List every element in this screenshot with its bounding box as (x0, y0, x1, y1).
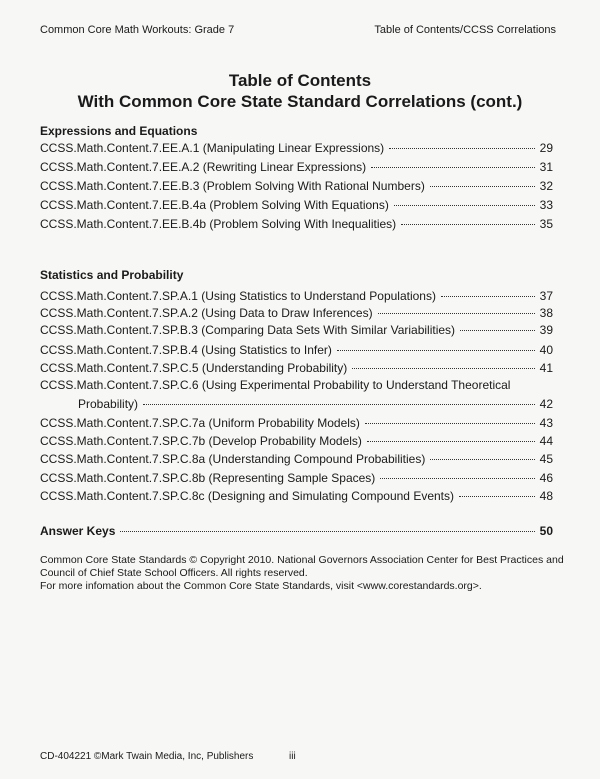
dot-leader (460, 330, 535, 331)
toc-entry-label: CCSS.Math.Content.7.SP.C.7a (Uniform Probability Models) (40, 416, 360, 430)
toc-entry-page: 29 (539, 141, 553, 155)
toc-entry-page: 33 (539, 198, 553, 212)
toc-entry (40, 289, 553, 304)
dot-leader (380, 478, 534, 479)
dot-leader (441, 296, 535, 297)
dot-leader (367, 441, 535, 442)
dot-leader (389, 148, 534, 149)
dot-leader (401, 224, 534, 225)
toc-entry-label: CCSS.Math.Content.7.EE.B.3 (Problem Solving With Rational Numbers) (40, 179, 425, 193)
toc-entry-page: 39 (539, 323, 553, 337)
dot-leader (430, 186, 535, 187)
toc-entry-label: CCSS.Math.Content.7.SP.A.1 (Using Statistics to Understand Populations) (40, 289, 436, 303)
toc-entry-page: 45 (539, 452, 553, 466)
toc-entry (40, 160, 553, 175)
toc-entry-label: CCSS.Math.Content.7.SP.C.6 (Using Experimental Probability to Understand Theoretical (40, 378, 511, 392)
page-subtitle: With Common Core State Standard Correlations (cont.) (77, 92, 523, 111)
toc-entry (40, 434, 553, 449)
dot-leader (143, 404, 535, 405)
toc-entry-label: CCSS.Math.Content.7.SP.B.4 (Using Statistics to Infer) (40, 343, 332, 357)
page-number: iii (289, 751, 296, 762)
dot-leader (337, 350, 535, 351)
section-heading-expressions: Expressions and Equations (40, 124, 198, 138)
copyright-line: Council of Chief State School Officers. All rights reserved. (40, 567, 308, 579)
toc-entry (78, 397, 553, 412)
toc-entry-label: Answer Keys (40, 524, 116, 538)
dot-leader (378, 313, 535, 314)
toc-entry-page: 41 (539, 361, 553, 375)
toc-entry (40, 416, 553, 431)
running-header-left: Common Core Math Workouts: Grade 7 (40, 24, 235, 36)
toc-entry (40, 452, 553, 467)
footer-publisher: CD-404221 ©Mark Twain Media, Inc, Publishers (40, 751, 254, 762)
copyright-line: For more infomation about the Common Core State Standards, visit <www.corestandards.org>. (40, 580, 482, 592)
toc-entry-label: CCSS.Math.Content.7.EE.B.4a (Problem Solving With Equations) (40, 198, 389, 212)
toc-entry (40, 217, 553, 232)
dot-leader (352, 368, 534, 369)
toc-entry (40, 179, 553, 194)
toc-entry-label: CCSS.Math.Content.7.SP.A.2 (Using Data to Draw Inferences) (40, 306, 373, 320)
dot-leader (371, 167, 535, 168)
copyright-line: Common Core State Standards © Copyright 2010. National Governors Association Center for Best Practices and (40, 554, 564, 566)
running-header-right: Table of Contents/CCSS Correlations (374, 24, 556, 36)
toc-entry-label: CCSS.Math.Content.7.SP.B.3 (Comparing Data Sets With Similar Variabilities) (40, 323, 456, 337)
toc-entry-page: 44 (539, 434, 553, 448)
toc-entry-label: CCSS.Math.Content.7.SP.C.8a (Understanding Compound Probabilities) (40, 452, 426, 466)
toc-entry (40, 343, 553, 358)
toc-entry-label: CCSS.Math.Content.7.EE.A.2 (Rewriting Linear Expressions) (40, 160, 367, 174)
toc-entry (40, 141, 553, 156)
page-title: Table of Contents (228, 71, 372, 90)
dot-leader (394, 205, 535, 206)
toc-entry-label: CCSS.Math.Content.7.SP.C.7b (Develop Probability Models) (40, 434, 362, 448)
toc-entry (40, 361, 553, 376)
section-heading-statistics: Statistics and Probability (40, 268, 184, 282)
toc-entry-label-continuation: Probability) (78, 397, 139, 411)
toc-entry-page: 35 (539, 217, 553, 231)
dot-leader (120, 531, 534, 532)
toc-entry-answer-keys (40, 524, 553, 539)
toc-entry-label: CCSS.Math.Content.7.SP.C.5 (Understanding Probability) (40, 361, 348, 375)
toc-entry (40, 306, 553, 321)
toc-entry-page: 48 (539, 489, 553, 503)
toc-entry-page: 46 (539, 471, 553, 485)
toc-entry-page: 31 (539, 160, 553, 174)
toc-entry-page: 37 (539, 289, 553, 303)
toc-entry (40, 489, 553, 504)
toc-entry-page: 32 (539, 179, 553, 193)
toc-entry-page: 50 (539, 524, 553, 538)
toc-entry-label: CCSS.Math.Content.7.EE.A.1 (Manipulating Linear Expressions) (40, 141, 385, 155)
toc-entry-page: 43 (539, 416, 553, 430)
toc-entry (40, 323, 553, 338)
toc-entry-page: 40 (539, 343, 553, 357)
dot-leader (459, 496, 535, 497)
toc-entry-label: CCSS.Math.Content.7.SP.C.8c (Designing and Simulating Compound Events) (40, 489, 454, 503)
toc-entry (40, 198, 553, 213)
toc-entry-page: 38 (539, 306, 553, 320)
toc-entry-label: CCSS.Math.Content.7.EE.B.4b (Problem Solving With Inequalities) (40, 217, 397, 231)
dot-leader (430, 459, 534, 460)
dot-leader (365, 423, 535, 424)
toc-entry-label: CCSS.Math.Content.7.SP.C.8b (Representing Sample Spaces) (40, 471, 376, 485)
toc-entry-page: 42 (539, 397, 553, 411)
toc-entry (40, 471, 553, 486)
